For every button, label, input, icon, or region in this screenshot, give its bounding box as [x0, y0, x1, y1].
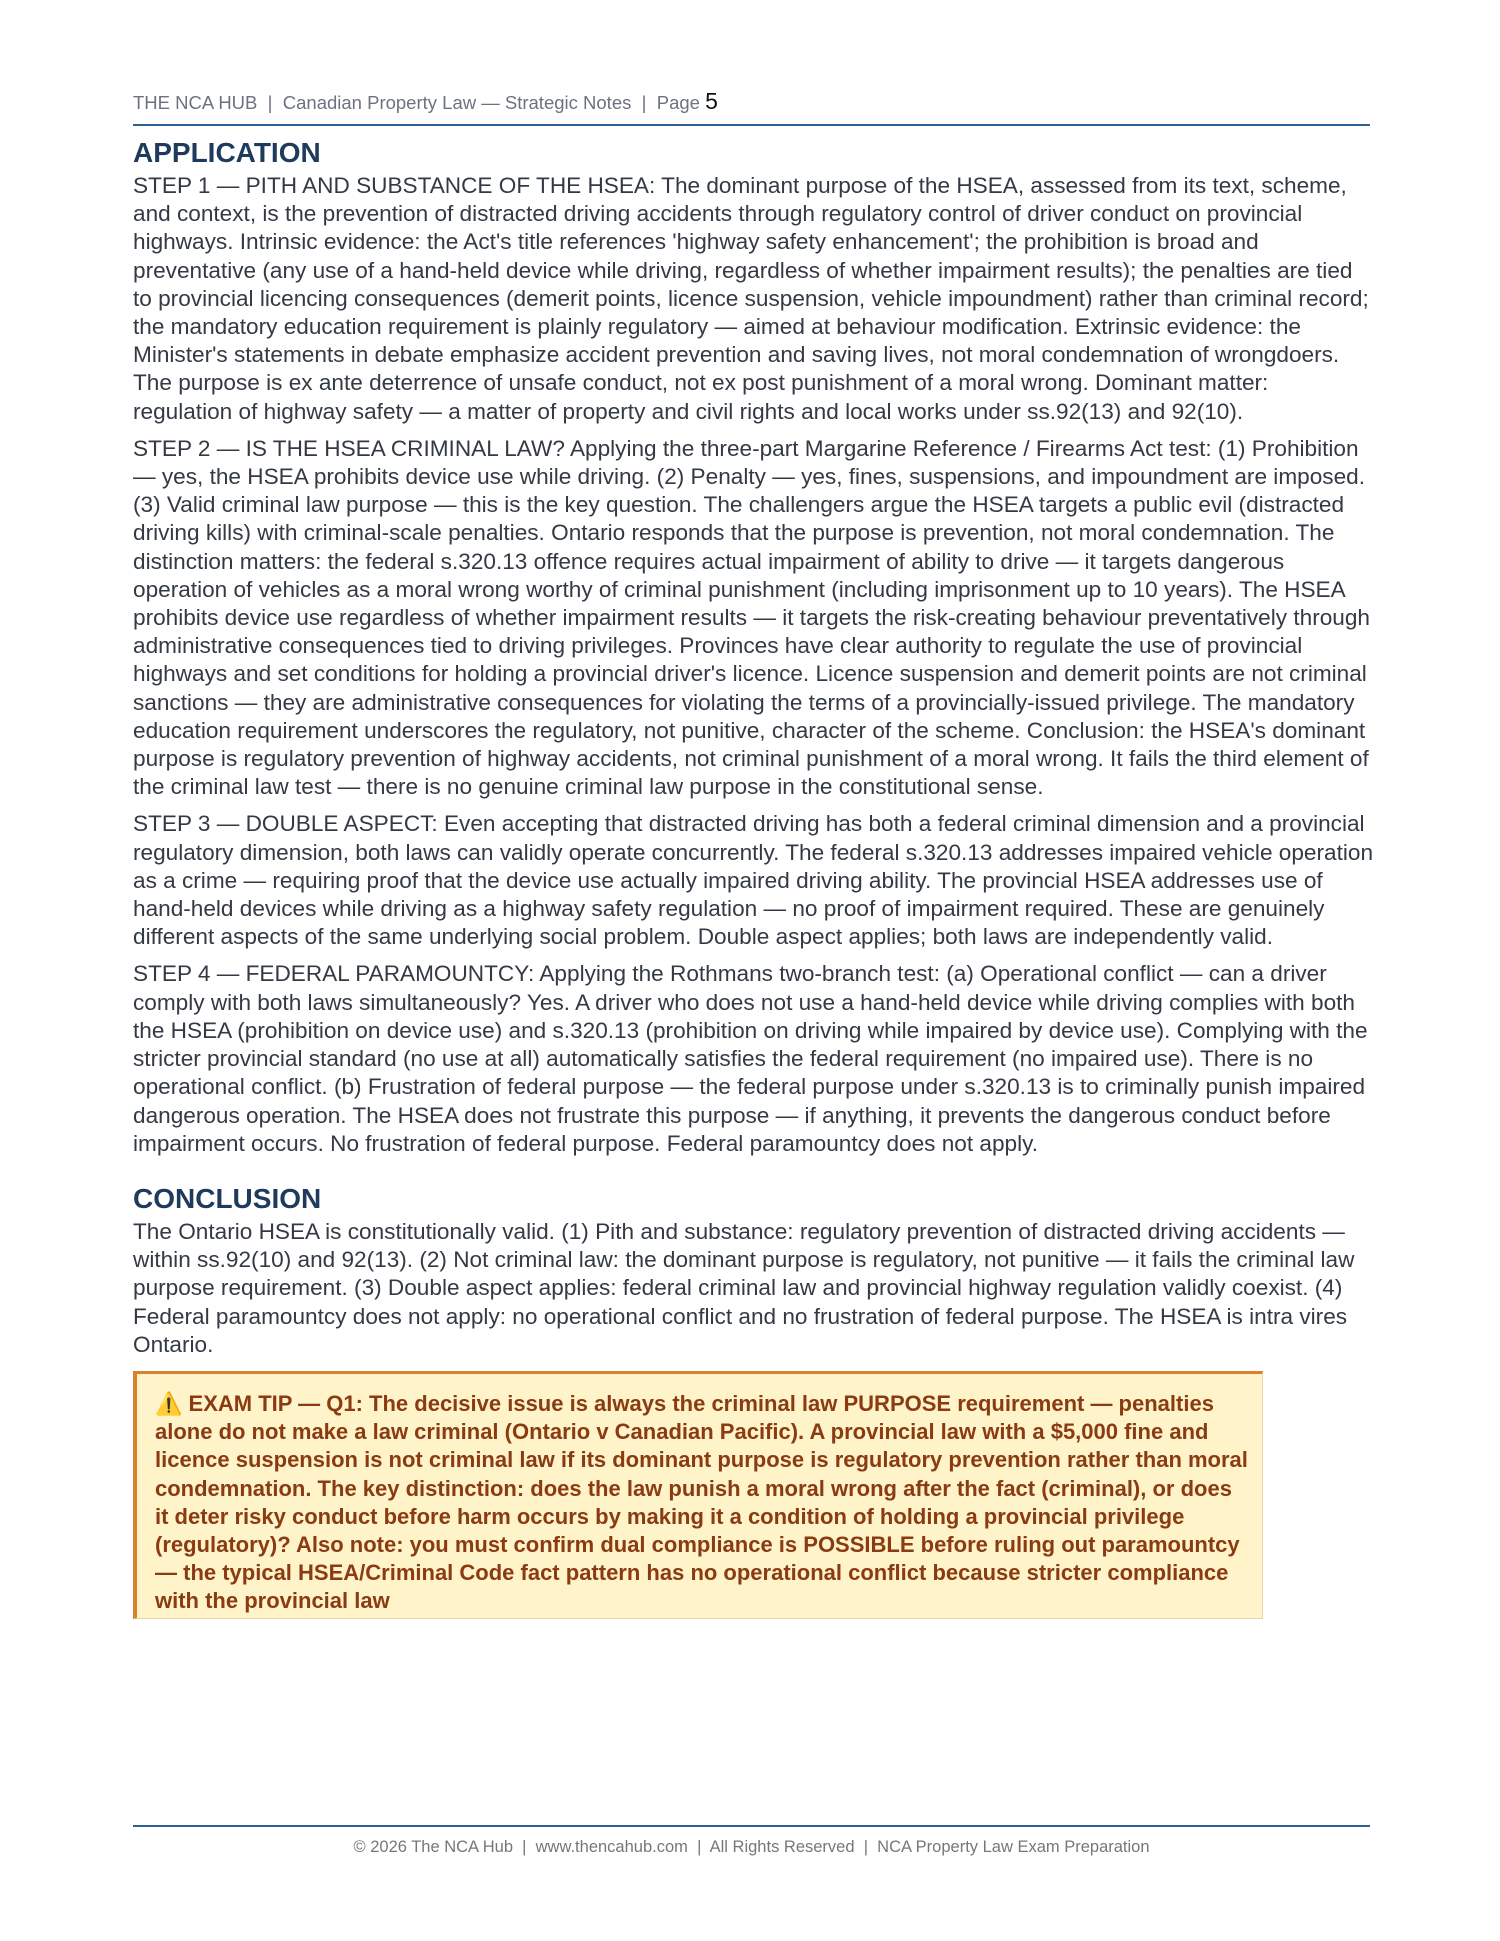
separator: | — [267, 92, 273, 113]
footer-tagline: NCA Property Law Exam Preparation — [877, 1838, 1150, 1856]
conclusion-paragraph: The Ontario HSEA is constitutionally valid. (1) Pith and substance: regulatory prevention of distracted driving accidents — within ss.92(10) and 92(13). (2) Not criminal law: the dominant purpose is regulatory, not punitive — it fails the criminal law purpose requirement. (3) Double aspect applies: federal criminal law and provincial highway regulation validly coexist. (4) Federal paramountcy does not apply: no operational conflict and no frustration of federal purpose. The HSEA is intra vires Ontario. — [133, 1218, 1355, 1357]
footer-rights: All Rights Reserved — [709, 1838, 855, 1856]
footer-copyright: © 2026 The NCA Hub — [353, 1838, 513, 1856]
exam-tip-box — [133, 1371, 1263, 1619]
footer-divider — [133, 1825, 1370, 1827]
step-3-paragraph: STEP 3 — DOUBLE ASPECT: Even accepting that distracted driving has both a federal criminal dimension and a provincial regulatory dimension, both laws can validly operate concurrently. The federal s.320.13 addresses impaired vehicle operation as a crime — requiring proof that the device use actually impaired driving ability. The provincial HSEA addresses use of hand-held devices while driving as a highway safety regulation — no proof of impairment required. These are genuinely different aspects of the same underlying social problem. Double aspect applies; both laws are independently valid. — [133, 811, 1374, 950]
separator: | — [697, 1838, 702, 1856]
footer-website-link[interactable]: www.thencahub.com — [535, 1838, 688, 1856]
page-label: Page — [656, 92, 700, 113]
main-content — [133, 134, 1373, 1619]
exam-tip-text: EXAM TIP — Q1: The decisive issue is always the criminal law PURPOSE requirement — penalties alone do not make a law criminal (Ontario v Canadian Pacific). A provincial law with a $5,000 fine and licence suspension is not criminal law if its dominant purpose is regulatory prevention rather than moral condemnation. The key distinction: does the law punish a moral wrong after the fact (criminal), or does it deter risky conduct before harm occurs by making it a condition of holding a provincial privilege (regulatory)? Also note: you must confirm dual compliance is POSSIBLE before ruling out paramountcy — the typical HSEA/Criminal Code fact pattern has no operational conflict because stricter compliance with the provincial law — [155, 1390, 1248, 1614]
section-heading-application: APPLICATION — [133, 137, 321, 168]
step-1-paragraph: STEP 1 — PITH AND SUBSTANCE OF THE HSEA: The dominant purpose of the HSEA, assessed from its text, scheme, and context, is the prevention of distracted driving accidents through regulatory control of driver conduct on provincial highways. Intrinsic evidence: the Act's title references 'highway safety enhancement'; the prohibition is broad and preventative (any use of a hand-held device while driving, regardless of whether impairment results); the penalties are tied to provincial licencing consequences (demerit points, licence suspension, vehicle impoundment) rather than criminal record; the mandatory education requirement is plainly regulatory — aimed at behaviour modification. Extrinsic evidence: the Minister's statements in debate emphasize accident prevention and saving lives, not moral condemnation of wrongdoers. The purpose is ex ante deterrence of unsafe conduct, not ex post punishment of a moral wrong. Dominant matter: regulation of highway safety — a matter of property and civil rights and local works under ss.92(13) and 92(10). — [133, 173, 1369, 424]
step-2-paragraph: STEP 2 — IS THE HSEA CRIMINAL LAW? Applying the three-part Margarine Reference / Firearms Act test: (1) Prohibition — yes, the HSEA prohibits device use while driving. (2) Penalty — yes, fines, suspensions, and impoundment are imposed. (3) Valid criminal law purpose — this is the key question. The challengers argue the HSEA targets a public evil (distracted driving kills) with criminal-scale penalties. Ontario responds that the purpose is prevention, not moral condemnation. The distinction matters: the federal s.320.13 offence requires actual impairment of ability to drive — it targets dangerous operation of vehicles as a moral wrong worthy of criminal punishment (including imprisonment up to 10 years). The HSEA prohibits device use regardless of whether impairment results — it targets the risk-creating behaviour preventatively through administrative consequences tied to driving privileges. Provinces have clear authority to regulate the use of provincial highways and set conditions for holding a provincial driver's licence. Licence suspension and demerit points are not criminal sanctions — they are administrative consequences for violating the terms of a provincially-issued privilege. The mandatory education requirement underscores the regulatory, not punitive, character of the scheme. Conclusion: the HSEA's dominant purpose is regulatory prevention of highway accidents, not criminal punishment of a moral wrong. It fails the third element of the criminal law test — there is no genuine criminal law purpose in the constitutional sense. — [133, 435, 1370, 800]
header-brand: THE NCA HUB — [133, 92, 258, 113]
section-heading-conclusion: CONCLUSION — [133, 1182, 322, 1214]
separator: | — [641, 92, 647, 113]
page-header — [133, 88, 718, 115]
page-number: 5 — [705, 88, 718, 114]
separator: | — [863, 1838, 868, 1856]
warning-icon: ⚠️ — [155, 1390, 183, 1416]
step-4-paragraph: STEP 4 — FEDERAL PARAMOUNTCY: Applying the Rothmans two-branch test: (a) Operational conflict — can a driver comply with both laws simultaneously? Yes. A driver who does not use a hand-held device while driving complies with both the HSEA (prohibition on device use) and s.320.13 (prohibition on driving while impaired by device use). Complying with the stricter provincial standard (no use at all) automatically satisfies the federal requirement (no impaired use). There is no operational conflict. (b) Frustration of federal purpose — the federal purpose under s.320.13 is to criminally punish impaired dangerous operation. The HSEA does not frustrate this purpose — if anything, it prevents the dangerous conduct before impairment occurs. No frustration of federal purpose. Federal paramountcy does not apply. — [133, 961, 1368, 1156]
header-divider — [133, 124, 1370, 126]
page-footer — [133, 1838, 1370, 1857]
separator: | — [522, 1838, 527, 1856]
header-title: Canadian Property Law — Strategic Notes — [282, 92, 632, 113]
